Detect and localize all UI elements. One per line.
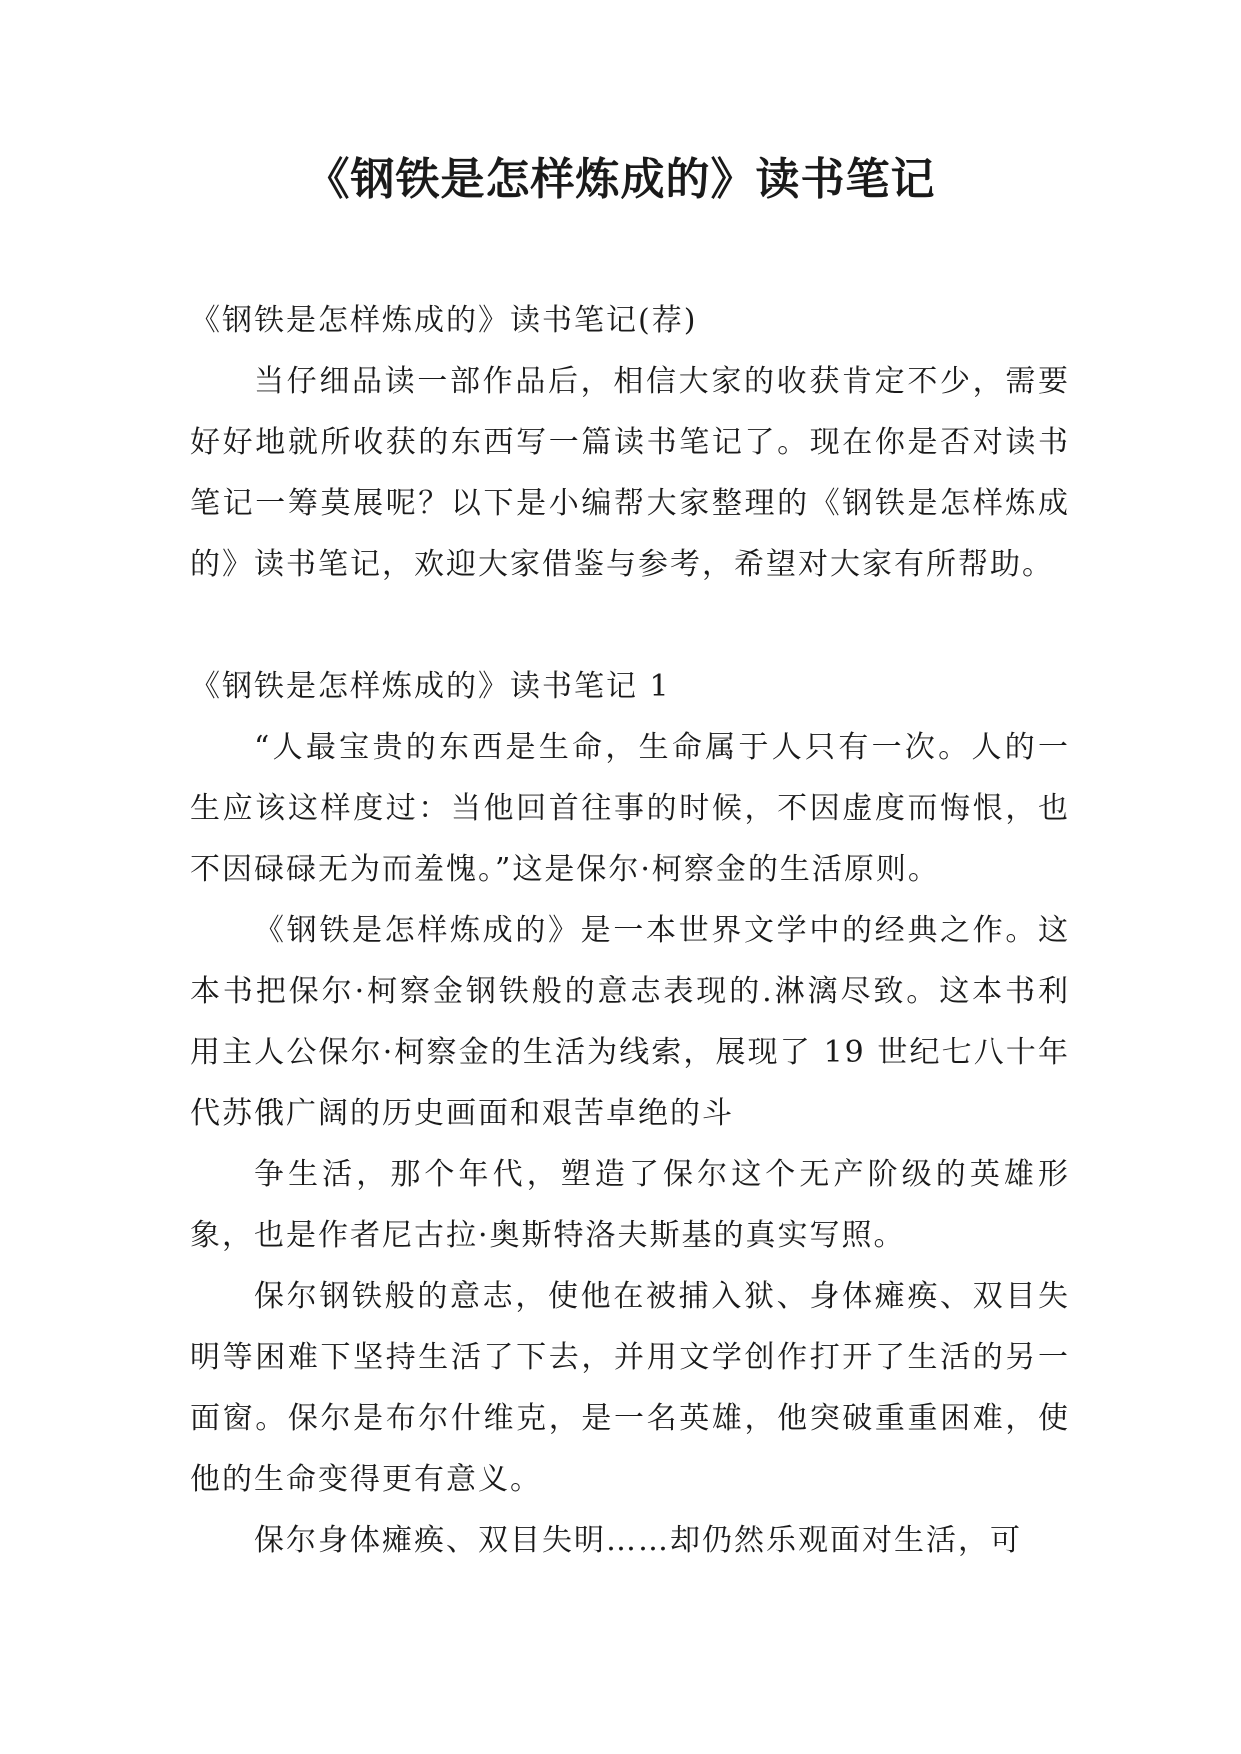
intro-paragraph: 当仔细品读一部作品后，相信大家的收获肯定不少，需要好好地就所收获的东西写一篇读书笔记了。现在你是否对读书笔记一筹莫展呢？以下是小编帮大家整理的《钢铁是怎样炼成的》读书笔记，欢迎大家借鉴与参考，希望对大家有所帮助。 <box>190 364 1070 582</box>
body-paragraph: 保尔身体瘫痪、双目失明……却仍然乐观面对生活，可 <box>254 1523 1022 1558</box>
body-paragraph: 《钢铁是怎样炼成的》是一本世界文学中的经典之作。这本书把保尔·柯察金钢铁般的意志表现的.淋漓尽致。这本书利用主人公保尔·柯察金的生活为线索，展现了 19 世纪七八十年代苏俄广阔的历史画面和艰苦卓绝的斗 <box>190 913 1070 1131</box>
section-heading: 《钢铁是怎样炼成的》读书笔记 1 <box>190 669 671 704</box>
document-body <box>190 290 1070 1571</box>
document-title: 《钢铁是怎样炼成的》读书笔记 <box>305 154 936 205</box>
intro-heading: 《钢铁是怎样炼成的》读书笔记(荐) <box>190 303 698 338</box>
body-paragraph: “人最宝贵的东西是生命，生命属于人只有一次。人的一生应该这样度过：当他回首往事的时候，不因虚度而悔恨，也不因碌碌无为而羞愧。”这是保尔·柯察金的生活原则。 <box>190 730 1070 887</box>
section-spacer <box>190 595 1070 656</box>
body-paragraph: 争生活，那个年代，塑造了保尔这个无产阶级的英雄形象，也是作者尼古拉·奥斯特洛夫斯基的真实写照。 <box>190 1157 1070 1253</box>
body-paragraph: 保尔钢铁般的意志，使他在被捕入狱、身体瘫痪、双目失明等困难下坚持生活了下去，并用文学创作打开了生活的另一面窗。保尔是布尔什维克，是一名英雄，他突破重重困难，使他的生命变得更有意义。 <box>190 1279 1070 1497</box>
